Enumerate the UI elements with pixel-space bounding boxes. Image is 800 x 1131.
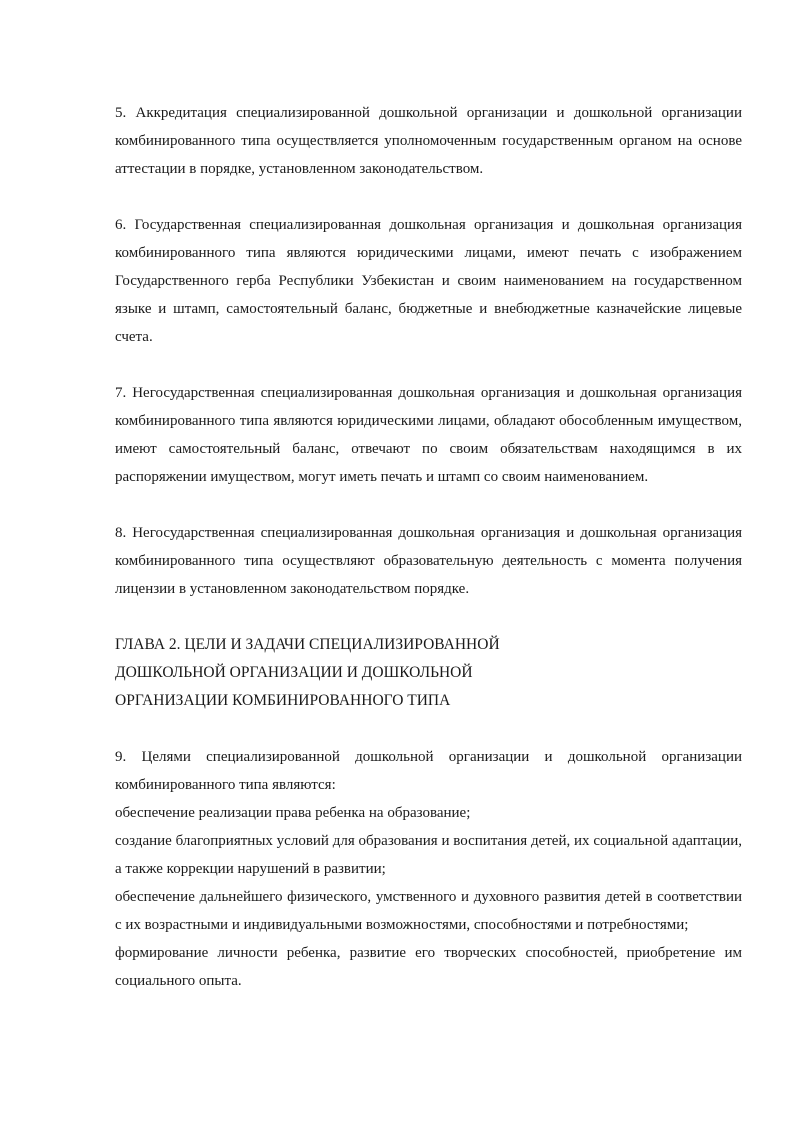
clause-9-item-4: формирование личности ребенка, развитие его творческих способностей, приобретение им социального опыта. xyxy=(115,945,742,989)
clause-9-item-2: создание благоприятных условий для образования и воспитания детей, их социальной адаптации, а также коррекции нарушений в развитии; xyxy=(115,833,742,877)
chapter-heading-line-3: ОРГАНИЗАЦИИ КОМБИНИРОВАННОГО ТИПА xyxy=(115,692,451,709)
paragraph-6: 6. Государственная специализированная дошкольная организация и дошкольная организация комбинированного типа являются юридическими лицами, имеют печать с изображением Государственного герба Республики Узбекистан и своим наименованием на государственном языке и штамп, самостоятельный баланс, бюджетные и внебюджетные казначейские лицевые счета. xyxy=(115,217,742,345)
clause-9-item-3: обеспечение дальнейшего физического, умственного и духовного развития детей в соответствии с их возрастными и индивидуальными возможностями, способностями и потребностями; xyxy=(115,889,742,933)
paragraph-5: 5. Аккредитация специализированной дошкольной организации и дошкольной организации комбинированного типа осуществляется уполномоченным государственным органом на основе аттестации в порядке, установленном законодательством. xyxy=(115,105,742,177)
chapter-heading xyxy=(115,631,742,715)
paragraph-8: 8. Негосударственная специализированная дошкольная организация и дошкольная организация комбинированного типа осуществляют образовательную деятельность с момента получения лицензии в установленном законодательством порядке. xyxy=(115,525,742,597)
chapter-heading-line-1: ГЛАВА 2. ЦЕЛИ И ЗАДАЧИ СПЕЦИАЛИЗИРОВАННОЙ xyxy=(115,636,500,653)
clause-9 xyxy=(115,743,742,995)
paragraph-7: 7. Негосударственная специализированная дошкольная организация и дошкольная организация комбинированного типа являются юридическими лицами, обладают обособленным имуществом, имеют самостоятельный баланс, отвечают по своим обязательствам находящимся в их распоряжении имуществом, могут иметь печать и штамп со своим наименованием. xyxy=(115,385,742,485)
clause-9-intro: 9. Целями специализированной дошкольной организации и дошкольной организации комбинированного типа являются: xyxy=(115,749,742,793)
chapter-heading-line-2: ДОШКОЛЬНОЙ ОРГАНИЗАЦИИ И ДОШКОЛЬНОЙ xyxy=(115,664,473,681)
document-body xyxy=(115,99,742,995)
clause-9-item-1: обеспечение реализации права ребенка на образование; xyxy=(115,805,471,821)
